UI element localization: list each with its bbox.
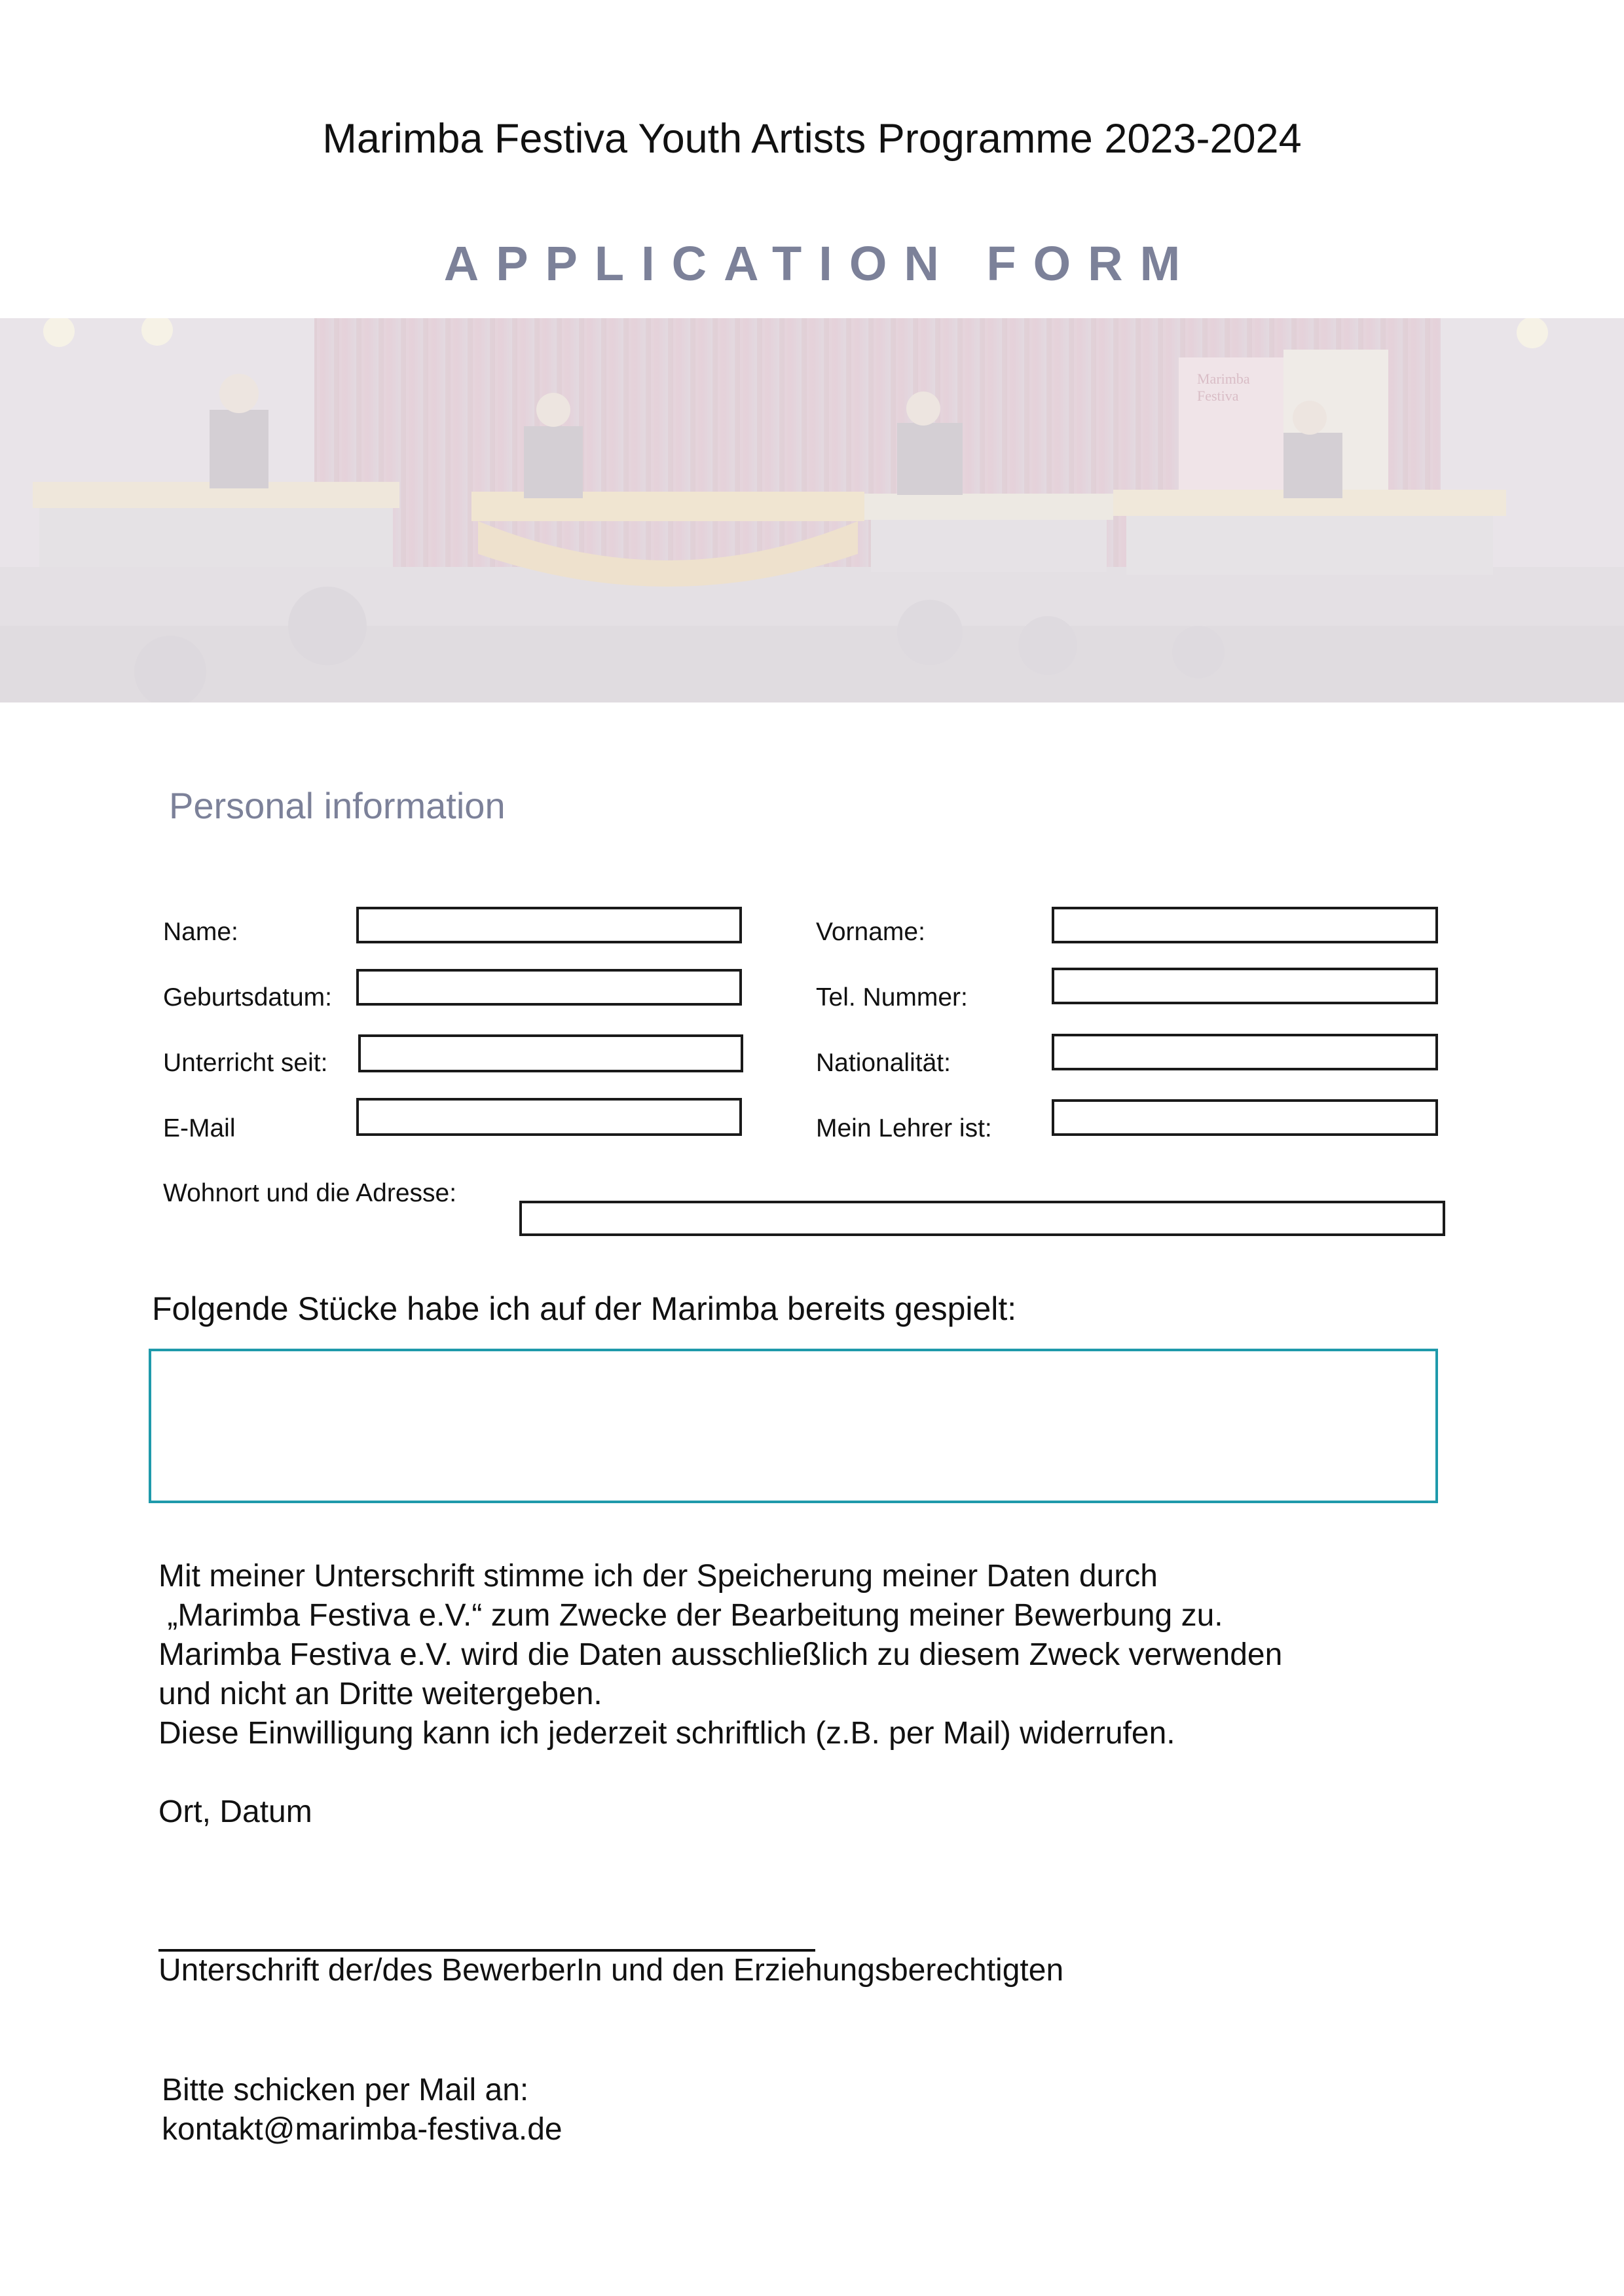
consent-line: Mit meiner Unterschrift stimme ich der Speicherung meiner Daten durch xyxy=(158,1559,1158,1594)
email-label: E-Mail xyxy=(163,1114,236,1142)
application-form-heading: APPLICATION FORM xyxy=(443,236,1198,291)
consent-text xyxy=(158,1557,1282,1753)
nationalitaet-input[interactable] xyxy=(1052,1034,1438,1070)
document-title: Marimba Festiva Youth Artists Programme 2023-2024 xyxy=(322,116,1302,162)
adresse-input[interactable] xyxy=(519,1201,1445,1236)
signature-label: Unterschrift der/des BewerberIn und den Erziehungsberechtigten xyxy=(158,1953,1064,1988)
telefon-label: Tel. Nummer: xyxy=(816,983,968,1011)
consent-line: „Marimba Festiva e.V.“ zum Zwecke der Bearbeitung meiner Bewerbung zu. xyxy=(158,1598,1223,1633)
pieces-label: Folgende Stücke habe ich auf der Marimba bereits gespielt: xyxy=(152,1290,1017,1327)
contact-email[interactable]: kontakt@marimba-festiva.de xyxy=(162,2112,563,2147)
personal-information-title: Personal information xyxy=(169,785,506,826)
lehrer-input[interactable] xyxy=(1052,1099,1438,1136)
place-date-label: Ort, Datum xyxy=(158,1795,312,1829)
name-label: Name: xyxy=(163,918,238,946)
unterricht-label: Unterricht seit: xyxy=(163,1049,328,1077)
geburtsdatum-input[interactable] xyxy=(356,969,742,1006)
banner-text-1: Marimba xyxy=(1197,371,1250,387)
email-input[interactable] xyxy=(356,1098,742,1136)
consent-line: Diese Einwilligung kann ich jederzeit schriftlich (z.B. per Mail) widerrufen. xyxy=(158,1716,1175,1751)
adresse-label: Wohnort und die Adresse: xyxy=(163,1179,457,1207)
geburtsdatum-label: Geburtsdatum: xyxy=(163,983,332,1011)
consent-line: und nicht an Dritte weitergeben. xyxy=(158,1677,602,1711)
send-by-mail-label: Bitte schicken per Mail an: xyxy=(162,2073,529,2107)
concert-stage-photo-icon xyxy=(0,318,1624,702)
vorname-input[interactable] xyxy=(1052,907,1438,943)
unterricht-input[interactable] xyxy=(358,1034,743,1072)
vorname-label: Vorname: xyxy=(816,918,925,946)
telefon-input[interactable] xyxy=(1052,968,1438,1004)
banner-text-2: Festiva xyxy=(1197,388,1239,404)
consent-line: Marimba Festiva e.V. wird die Daten ausschließlich zu diesem Zweck verwenden xyxy=(158,1637,1283,1672)
concert-photo xyxy=(0,318,1624,702)
nationalitaet-label: Nationalität: xyxy=(816,1049,951,1077)
pieces-textarea[interactable] xyxy=(149,1349,1438,1503)
lehrer-label: Mein Lehrer ist: xyxy=(816,1114,992,1142)
name-input[interactable] xyxy=(356,907,742,943)
